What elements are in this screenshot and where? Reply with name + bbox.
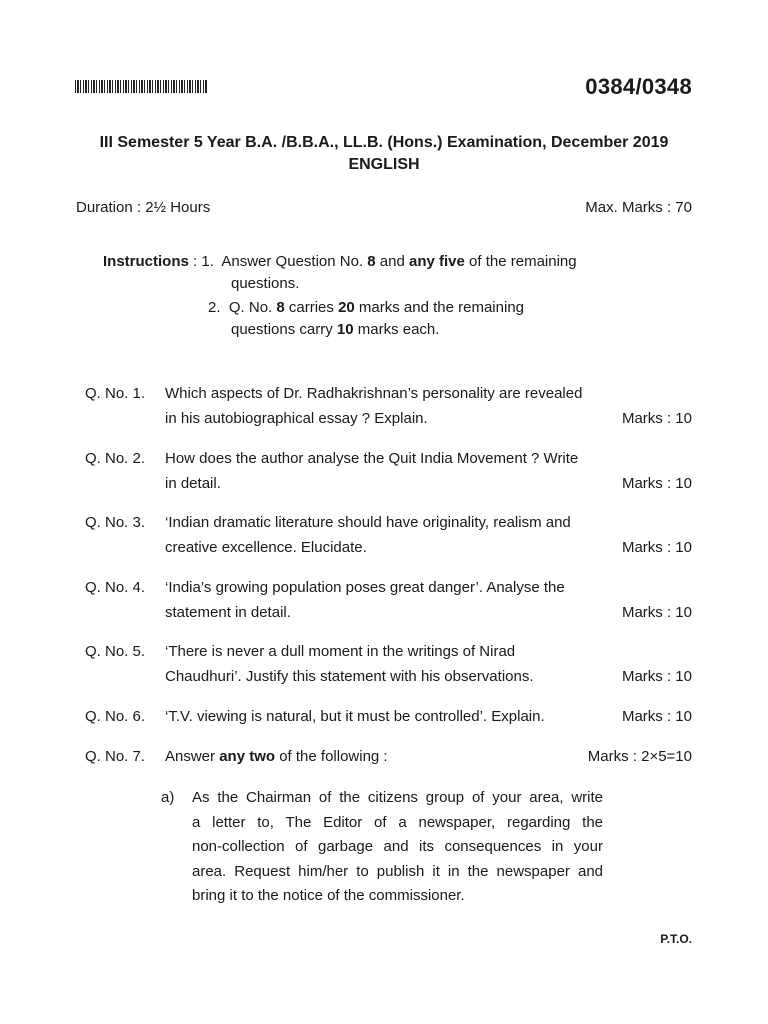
instructions-label: Instructions: [103, 253, 189, 270]
pto-label: P.T.O.: [660, 932, 692, 946]
question-4: [85, 575, 692, 625]
question-6: [85, 704, 692, 729]
question-text-line1: ‘India’s growing population poses great danger’. Analyse the: [165, 579, 565, 596]
question-marks: Marks : 10: [621, 668, 692, 685]
question-marks: Marks : 10: [621, 708, 692, 725]
question-text-line1: Which aspects of Dr. Radhakrishnan’s personality are revealed: [165, 385, 583, 402]
sub-question-line: bring it to the notice of the commissioner.: [192, 887, 465, 904]
question-text-line2: creative excellence. Elucidate.: [165, 539, 367, 556]
question-text-line2: in his autobiographical essay ? Explain.: [165, 410, 428, 427]
question-number: Q. No. 6.: [85, 708, 146, 725]
sub-question-line: As the Chairman of the citizens group of your area, write: [192, 789, 603, 806]
sub-question-letter: a): [161, 789, 175, 806]
max-marks: Max. Marks : 70: [585, 199, 692, 216]
question-number: Q. No. 1.: [85, 385, 146, 402]
instruction-2: 2. Q. No. 8 carries 20 marks and the remaining: [208, 299, 524, 316]
question-text-line1: How does the author analyse the Quit India Movement ? Write: [165, 450, 579, 467]
question-text-line2: Chaudhuri’. Justify this statement with his observations.: [165, 668, 534, 685]
instruction-1: Instructions : 1. Answer Question No. 8 and any five of the remaining: [103, 253, 577, 270]
question-marks: Marks : 10: [621, 475, 692, 492]
paper-code: 0384/0348: [585, 74, 692, 99]
duration: Duration : 2½ Hours: [76, 199, 211, 216]
sub-question-text: [192, 786, 603, 909]
question-number: Q. No. 4.: [85, 579, 146, 596]
instruction-2-cont: questions carry 10 marks each.: [231, 321, 440, 338]
sub-question-line: non-collection of garbage and its consequences in your: [192, 838, 603, 855]
exam-title-line1: III Semester 5 Year B.A. /B.B.A., LL.B. (Hons.) Examination, December 2019: [99, 134, 669, 151]
question-text-line1: Answer any two of the following :: [165, 748, 388, 765]
question-3: [85, 510, 692, 560]
sub-question-line: a letter to, The Editor of a newspaper, regarding the: [192, 813, 603, 831]
question-1: [85, 381, 692, 431]
question-marks: Marks : 10: [621, 539, 692, 556]
question-marks: Marks : 10: [621, 410, 692, 427]
exam-subject: ENGLISH: [348, 156, 420, 173]
question-number: Q. No. 3.: [85, 514, 146, 531]
question-number: Q. No. 7.: [85, 748, 146, 765]
question-text-line1: ‘T.V. viewing is natural, but it must be controlled’. Explain.: [165, 708, 545, 725]
barcode: [75, 80, 207, 93]
question-text-line2: in detail.: [165, 475, 221, 492]
exam-title: [0, 132, 768, 176]
question-text-line2: statement in detail.: [165, 604, 291, 621]
question-marks: Marks : 10: [621, 604, 692, 621]
question-text-line1: ‘Indian dramatic literature should have originality, realism and: [165, 514, 571, 531]
sub-question-line: area. Request him/her to publish it in the newspaper and: [192, 862, 603, 880]
instruction-1-cont: questions.: [231, 275, 300, 292]
question-number: Q. No. 5.: [85, 643, 146, 660]
question-2: [85, 446, 692, 496]
question-number: Q. No. 2.: [85, 450, 146, 467]
question-5: [85, 639, 692, 689]
question-text-line1: ‘There is never a dull moment in the writings of Nirad: [165, 643, 516, 660]
question-marks: Marks : 2×5=10: [587, 748, 692, 765]
question-7: [85, 744, 692, 769]
